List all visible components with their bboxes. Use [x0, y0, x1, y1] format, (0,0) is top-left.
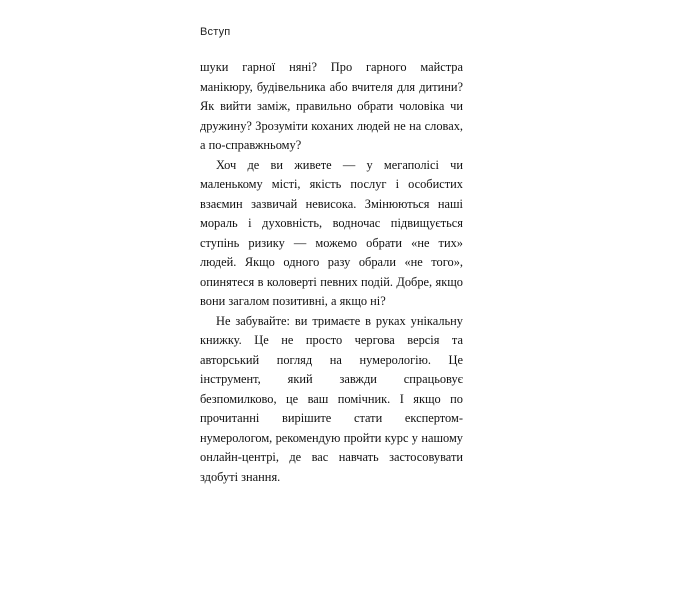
- paragraph: Не забувайте: ви тримаєте в руках унікальну книжку. Це не просто чергова версія та авторський погляд на нумерологію. Це інструмент, який завжди спрацьовує безпомилково, це ваш помічник. І якщо по прочитанні вирішите стати експертом-нумерологом, рекомендую пройти курс у нашому онлайн-центрі, де вас навчать застосовувати здобуті знання.: [200, 313, 463, 484]
- paragraph: Хоч де ви живете — у мегаполісі чи маленькому місті, якість послуг і особистих взаємин зазвичай невисока. Змінюються наші мораль і духовність, водночас підвищується ступінь ризику — можемо обрати «не тих» людей. Якщо одного разу обрали «не того», опинятеся в коловерті певних подій. Добре, якщо вони загалом позитивні, а якщо ні?: [200, 157, 463, 308]
- running-head: Вступ: [200, 26, 231, 38]
- paragraph-continued: шуки гарної няні? Про гарного майстра манікюру, будівельника або вчителя для дитини? Як вийти заміж, правильно обрати чоловіка чи дружину? Зрозуміти коханих людей не на словах, а по-справжньому?: [200, 60, 463, 152]
- body-text: [200, 58, 463, 487]
